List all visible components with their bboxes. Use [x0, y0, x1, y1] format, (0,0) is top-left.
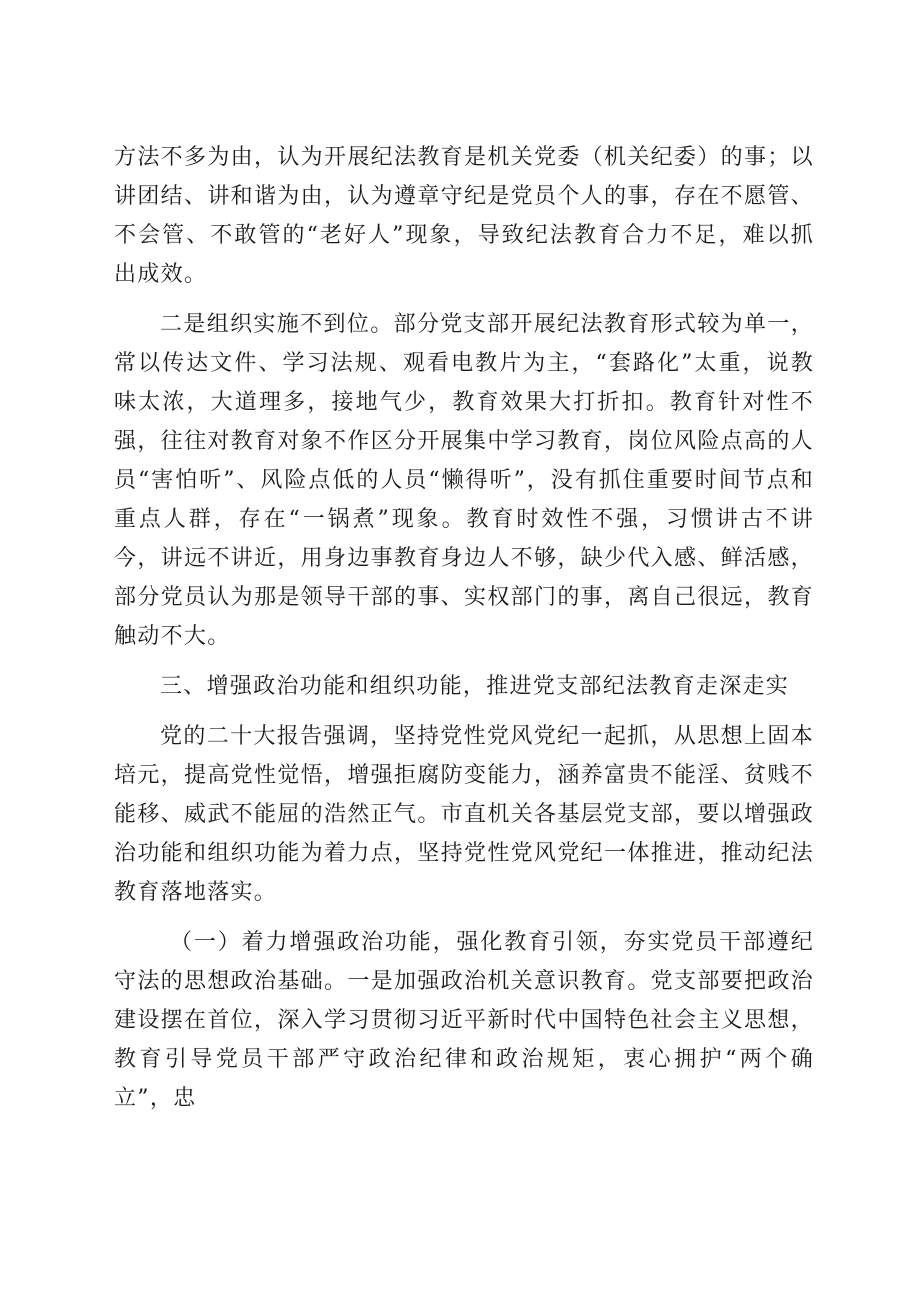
document-body — [114, 138, 814, 1118]
section-heading: 三、增强政治功能和组织功能，推进党支部纪法教育走深走实 — [160, 674, 790, 699]
body-paragraph-report: 党的二十大报告强调，坚持党性党风党纪一起抓，从思想上固本培元，提高党性觉悟，增强拒腐防变能力，涵养富贵不能淫、贫贱不能移、威武不能屈的浩然正气。市直机关各基层党支部，要以增强政治功能和组织功能为着力点，坚持党性党风党纪一体推进，推动纪法教育落地落实。 — [114, 724, 814, 905]
body-paragraph-organization: 二是组织实施不到位。部分党支部开展纪法教育形式较为单一，常以传达文件、学习法规、观看电教片为主，“套路化”太重，说教味太浓，大道理多，接地气少，教育效果大打折扣。教育针对性不强，往往对教育对象不作区分开展集中学习教育，岗位风险点高的人员“害怕听”、风险点低的人员“懒得听”，没有抓住重要时间节点和重点人群，存在“一锅煮”现象。教育时效性不强，习惯讲古不讲今，讲远不讲近，用身边事教育身边人不够，缺少代入感、鲜活感，部分党员认为那是领导干部的事、实权部门的事，离自己很远，教育触动不大。 — [114, 312, 814, 649]
body-paragraph-continuation: 方法不多为由，认为开展纪法教育是机关党委（机关纪委）的事；以讲团结、讲和谐为由，认为遵章守纪是党员个人的事，存在不愿管、不会管、不敢管的“老好人”现象，导致纪法教育合力不足，难以抓出成效。 — [114, 145, 814, 287]
body-paragraph-political-function: （一）着力增强政治功能，强化教育引领，夯实党员干部遵纪守法的思想政治基础。一是加强政治机关意识教育。党支部要把政治建设摆在首位，深入学习贯彻习近平新时代中国特色社会主义思想，教育引导党员干部严守政治纪律和政治规矩，衷心拥护“两个确立”，忠 — [114, 930, 814, 1111]
